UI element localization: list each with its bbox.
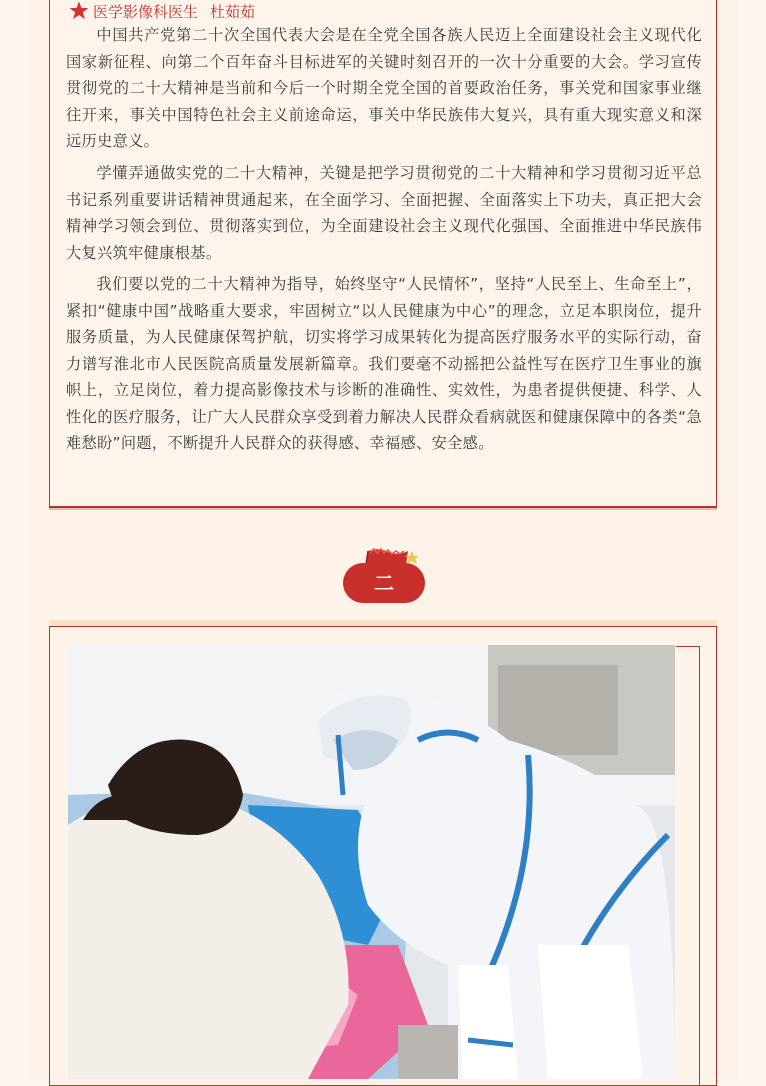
flag-icon	[366, 549, 419, 565]
author-department: 医学影像科医生	[93, 2, 199, 21]
article-paragraph-1: 中国共产党第二十次全国代表大会是在全党全国各族人民迈上全面建设社会主义现代化国家新征程、向第二个百年奋斗目标进军的关键时刻召开的一次十分重要的大会。学习宣传贯彻党的二十大精神是当前和今后一个时期全党全国的首要政治任务，事关党和国家事业继往开来，事关中国特色社会主义前途命运，事关中华民族伟大复兴，具有重大现实意义和深远历史意义。	[66, 26, 702, 150]
section-badge	[342, 543, 426, 605]
star-icon	[68, 0, 90, 22]
author-line	[68, 0, 255, 22]
medical-staff-photo	[68, 645, 675, 1079]
author-name: 杜茹茹	[210, 2, 256, 21]
article-paragraph-2: 学懂弄通做实党的二十大精神，关键是把学习贯彻党的二十大精神和学习贯彻习近平总书记系列重要讲话精神贯通起来，在全面学习、全面把握、全面落实上下功夫，真正把大会精神学习领会到位、贯彻落实到位，为全面建设社会主义现代化强国、全面推进中华民族伟大复兴筑牢健康根基。	[66, 164, 702, 262]
card-divider	[49, 508, 717, 510]
article-paragraph-3: 我们要以党的二十大精神为指导，始终坚守“人民情怀”，坚持“人民至上、生命至上”，紧扣“健康中国”战略重大要求，牢固树立“以人民健康为中心”的理念，立足本职岗位，提升服务质量，为人民健康保驾护航，切实将学习成果转化为提高医疗服务水平的实际行动，奋力谱写淮北市人民医院高质量发展新篇章。我们要毫不动摇把公益性写在医疗卫生事业的旗帜上，立足岗位，着力提高影像技术与诊断的准确性、实效性，为患者提供便捷、科学、人性化的医疗服务，让广大人民群众享受到着力解决人民群众看病就医和健康保障中的各类“急难愁盼”问题，不断提升人民群众的获得感、幸福感、安全感。	[66, 275, 702, 452]
badge-label: 二	[374, 571, 394, 595]
photo-frame	[676, 646, 700, 1086]
